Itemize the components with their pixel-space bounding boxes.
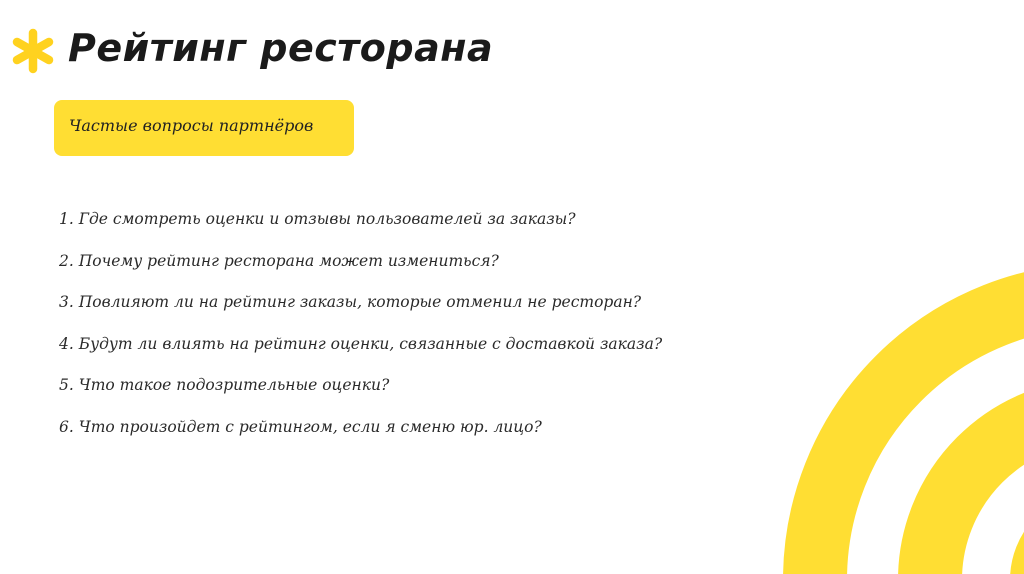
- faq-list: [59, 206, 662, 455]
- faq-item: 2. Почему рейтинг ресторана может измениться?: [59, 251, 499, 270]
- middle-arc: [930, 410, 1024, 574]
- faq-badge-label: Частые вопросы партнёров: [69, 116, 314, 135]
- asterisk-icon: [10, 28, 56, 74]
- faq-badge: [54, 100, 354, 156]
- faq-item: 6. Что произойдет с рейтингом, если я сменю юр. лицо?: [59, 417, 542, 436]
- faq-item: 4. Будут ли влиять на рейтинг оценки, связанные с доставкой заказа?: [59, 334, 663, 353]
- faq-item: 5. Что такое подозрительные оценки?: [59, 376, 390, 394]
- faq-item: 1. Где смотреть оценки и отзывы пользователей за заказы?: [59, 210, 576, 228]
- faq-item: 3. Повлияют ли на рейтинг заказы, которые отменил не ресторан?: [59, 293, 642, 311]
- slide-title: Рейтинг ресторана: [68, 26, 494, 70]
